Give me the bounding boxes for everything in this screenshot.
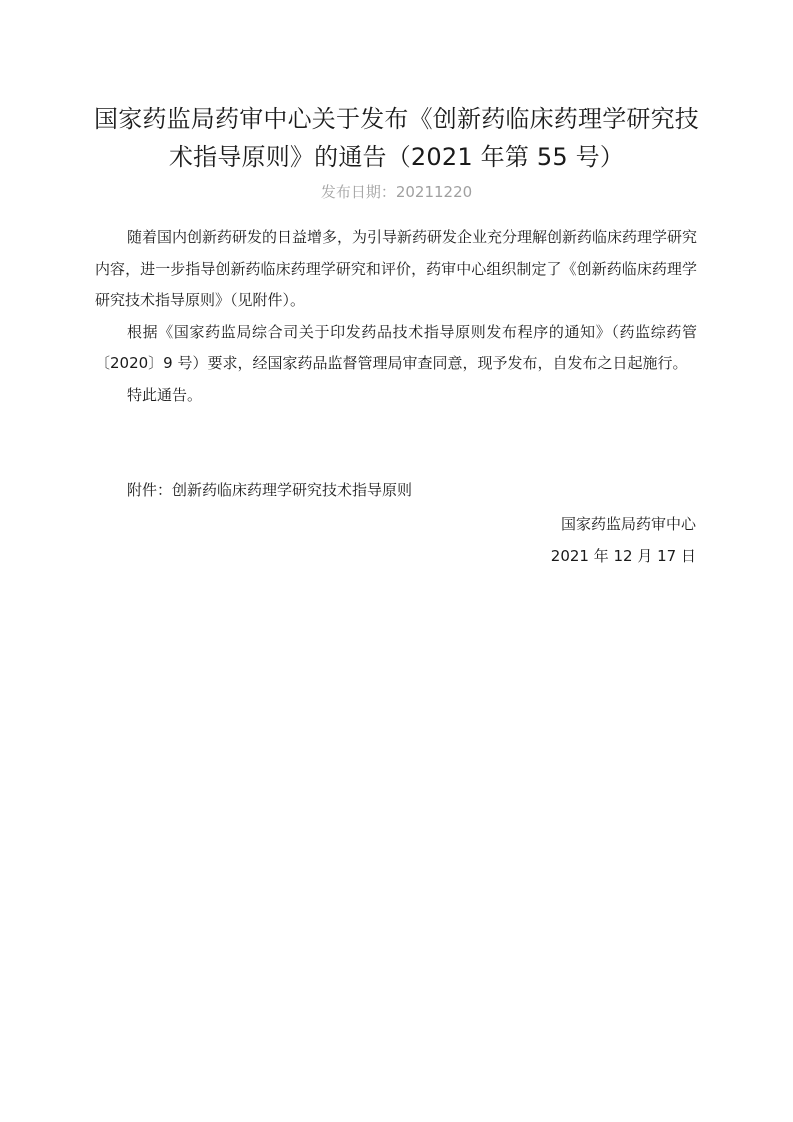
signature-date: 2021 年 12 月 17 日 [550,546,696,565]
attachment-line: 附件：创新药临床药理学研究技术指导原则 [127,481,413,499]
signature-organization: 国家药监局药审中心 [560,515,696,533]
paragraph-intro: 随着国内创新药研发的日益增多，为引导新药研发企业充分理解创新药临床药理学研究内容，进一步指导创新药临床药理学研究和评价，药审中心组织制定了《创新药临床药理学研究技术指导原则》（见附件）。 [95,228,698,310]
title-line-1: 国家药监局药审中心关于发布《创新药临床药理学研究技 [94,105,699,133]
notice-title [80,100,713,176]
signature-block [551,509,696,572]
paragraph-closing: 特此通告。 [127,385,203,404]
publish-date: 发布日期：20211220 [320,183,473,201]
paragraph-basis: 根据《国家药监局综合司关于印发药品技术指导原则发布程序的通知》（药监综药管〔2020〕9 号）要求，经国家药品监督管理局审查同意，现予发布，自发布之日起施行。 [95,322,697,373]
notice-body [95,222,697,412]
title-line-2: 术指导原则》的通告（2021 年第 55 号） [168,143,625,171]
